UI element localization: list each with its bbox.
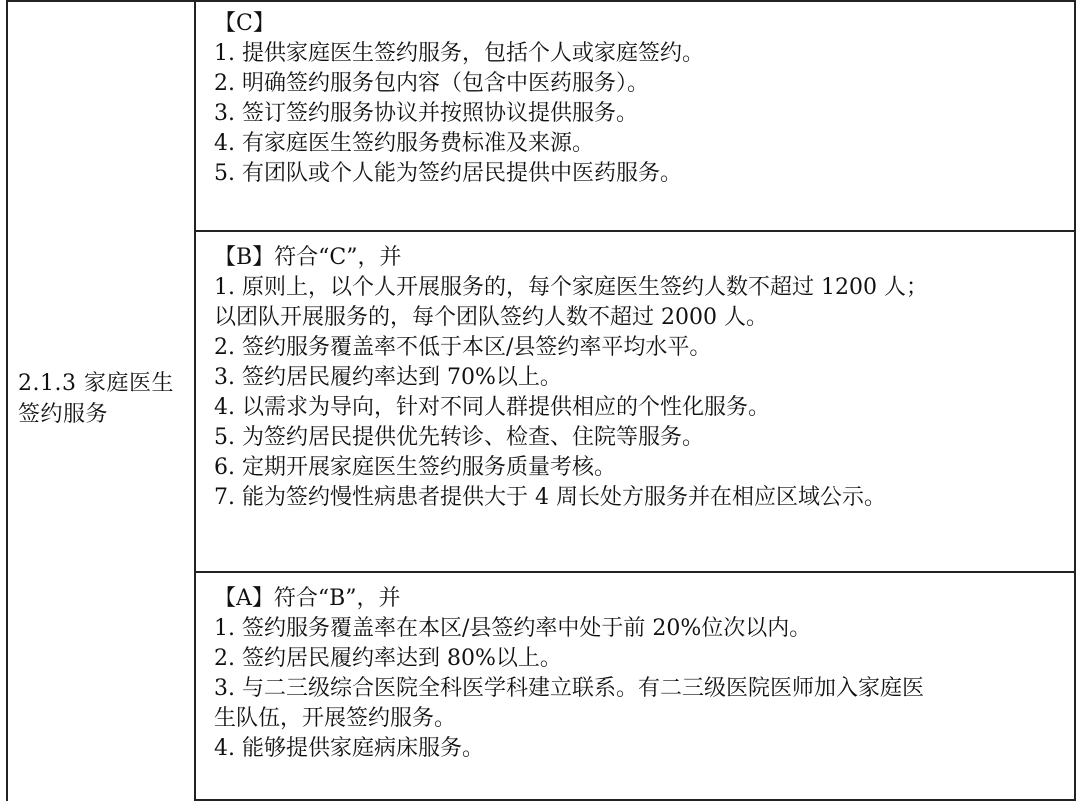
grade-c-line: 5. 有团队或个人能为签约居民提供中医药服务。	[214, 161, 682, 186]
grade-b-line: 5. 为签约居民提供优先转诊、检查、住院等服务。	[214, 425, 704, 450]
grade-a-cell	[196, 573, 1074, 801]
grade-b-line: 2. 签约服务覆盖率不低于本区/县签约率平均水平。	[214, 335, 712, 360]
grade-b-line: 1. 原则上，以个人开展服务的，每个家庭医生签约人数不超过 1200 人；	[214, 275, 928, 300]
grade-a-line: 生队伍，开展签约服务。	[214, 706, 457, 731]
grade-b-heading: 【B】符合“C”，并	[214, 245, 402, 270]
grade-a-line: 2. 签约居民履约率达到 80%以上。	[214, 646, 562, 671]
grade-b-line: 3. 签约居民履约率达到 70%以上。	[214, 365, 562, 390]
grade-c-cell	[196, 2, 1074, 232]
grade-column	[196, 2, 1074, 801]
grade-c-line: 3. 签订签约服务协议并按照协议提供服务。	[214, 101, 638, 126]
item-column	[8, 2, 196, 801]
standards-table	[6, 0, 1076, 801]
grade-b-line: 6. 定期开展家庭医生签约服务质量考核。	[214, 455, 616, 480]
grade-b-cell	[196, 232, 1074, 573]
grade-c-line: 2. 明确签约服务包内容（包含中医药服务）。	[214, 71, 649, 96]
grade-b-line: 以团队开展服务的，每个团队签约人数不超过 2000 人。	[214, 305, 768, 330]
grade-b-line: 7. 能为签约慢性病患者提供大于 4 周长处方服务并在相应区域公示。	[214, 485, 886, 510]
grade-a-heading: 【A】符合“B”，并	[214, 586, 401, 611]
grade-c-line: 4. 有家庭医生签约服务费标准及来源。	[214, 131, 594, 156]
item-label: 2.1.3 家庭医生签约服务	[18, 371, 174, 427]
grade-a-line: 4. 能够提供家庭病床服务。	[214, 736, 484, 761]
grade-c-line: 1. 提供家庭医生签约服务，包括个人或家庭签约。	[214, 41, 704, 66]
grade-a-line: 3. 与二三级综合医院全科医学科建立联系。有二三级医院医师加入家庭医	[214, 676, 924, 701]
grade-a-line: 1. 签约服务覆盖率在本区/县签约率中处于前 20%位次以内。	[214, 616, 812, 641]
grade-b-line: 4. 以需求为导向，针对不同人群提供相应的个性化服务。	[214, 395, 770, 420]
grade-c-heading: 【C】	[214, 11, 275, 36]
